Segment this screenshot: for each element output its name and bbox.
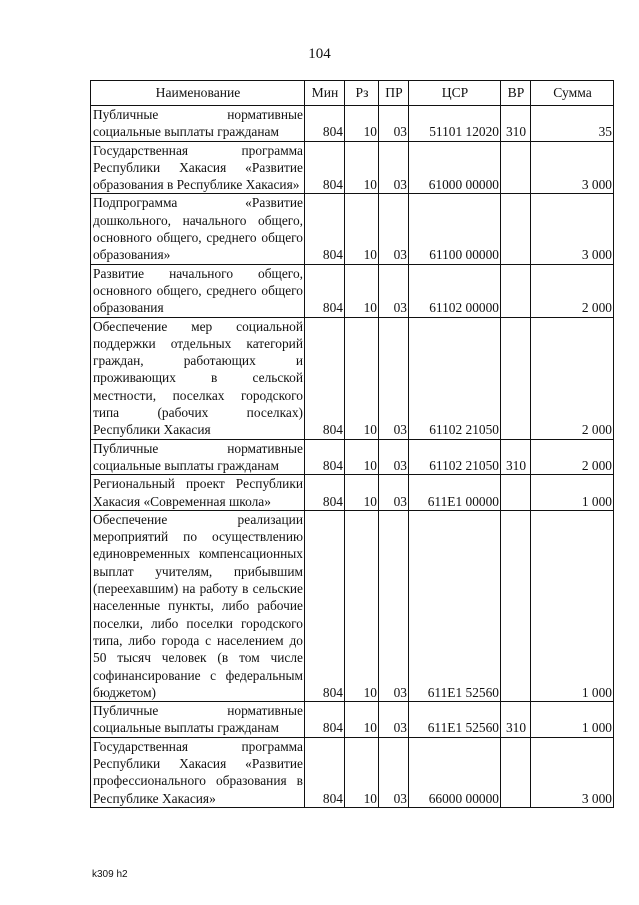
- row-rz: 10: [345, 317, 379, 439]
- row-min: 804: [305, 141, 345, 194]
- document-code: k309 h2: [92, 869, 128, 880]
- row-min: 804: [305, 439, 345, 475]
- row-pr: 03: [379, 141, 409, 194]
- row-rz: 10: [345, 702, 379, 738]
- row-csr: 66000 00000: [409, 737, 501, 807]
- table-row: [91, 475, 614, 511]
- table-row: [91, 141, 614, 194]
- header-sum: Сумма: [531, 81, 614, 106]
- row-sum: 1 000: [531, 702, 614, 738]
- row-min: 804: [305, 194, 345, 264]
- table-row: [91, 106, 614, 142]
- page-number: 104: [308, 46, 331, 62]
- header-min: Мин: [305, 81, 345, 106]
- row-rz: 10: [345, 194, 379, 264]
- table-row: [91, 702, 614, 738]
- row-pr: 03: [379, 702, 409, 738]
- row-rz: 10: [345, 439, 379, 475]
- row-csr: 61000 00000: [409, 141, 501, 194]
- row-rz: 10: [345, 141, 379, 194]
- row-min: 804: [305, 702, 345, 738]
- row-sum: 3 000: [531, 737, 614, 807]
- row-min: 804: [305, 317, 345, 439]
- row-min: 804: [305, 510, 345, 701]
- row-vr: 310: [501, 106, 531, 142]
- row-rz: 10: [345, 106, 379, 142]
- table-row: [91, 317, 614, 439]
- row-name: Подпрограмма «Развитие дошкольного, начального общего, основного общего, среднего общего образования»: [91, 194, 305, 264]
- header-pr: ПР: [379, 81, 409, 106]
- table-row: [91, 510, 614, 701]
- row-name: Развитие начального общего, основного общего, среднего общего образования: [91, 264, 305, 317]
- row-vr: 310: [501, 702, 531, 738]
- row-min: 804: [305, 264, 345, 317]
- row-min: 804: [305, 737, 345, 807]
- row-pr: 03: [379, 317, 409, 439]
- row-name: Публичные нормативные социальные выплаты гражданам: [91, 106, 305, 142]
- header-vr: ВР: [501, 81, 531, 106]
- row-rz: 10: [345, 737, 379, 807]
- row-sum: 3 000: [531, 194, 614, 264]
- row-pr: 03: [379, 194, 409, 264]
- row-csr: 611E1 00000: [409, 475, 501, 511]
- row-name: Публичные нормативные социальные выплаты гражданам: [91, 439, 305, 475]
- row-sum: 2 000: [531, 439, 614, 475]
- row-csr: 61102 21050: [409, 439, 501, 475]
- table-row: [91, 439, 614, 475]
- row-vr: 310: [501, 439, 531, 475]
- row-name: Государственная программа Республики Хакасия «Развитие образования в Республике Хакасия»: [91, 141, 305, 194]
- row-pr: 03: [379, 264, 409, 317]
- row-min: 804: [305, 106, 345, 142]
- row-vr: [501, 510, 531, 701]
- row-name: Региональный проект Республики Хакасия «Современная школа»: [91, 475, 305, 511]
- row-sum: 2 000: [531, 264, 614, 317]
- row-min: 804: [305, 475, 345, 511]
- table-row: [91, 264, 614, 317]
- budget-table: [90, 80, 614, 808]
- row-pr: 03: [379, 106, 409, 142]
- table-row: [91, 737, 614, 807]
- header-csr: ЦСР: [409, 81, 501, 106]
- row-csr: 611E1 52560: [409, 702, 501, 738]
- row-csr: 61102 21050: [409, 317, 501, 439]
- row-sum: 35: [531, 106, 614, 142]
- row-rz: 10: [345, 510, 379, 701]
- row-name: Обеспечение мер социальной поддержки отдельных категорий граждан, работающих и проживающих в сельской местности, поселках городского типа (рабочих поселках) Республики Хакасия: [91, 317, 305, 439]
- row-sum: 1 000: [531, 475, 614, 511]
- row-csr: 61102 00000: [409, 264, 501, 317]
- row-sum: 1 000: [531, 510, 614, 701]
- row-vr: [501, 194, 531, 264]
- row-pr: 03: [379, 737, 409, 807]
- row-vr: [501, 317, 531, 439]
- row-name: Публичные нормативные социальные выплаты гражданам: [91, 702, 305, 738]
- table-header-row: [91, 81, 614, 106]
- row-sum: 3 000: [531, 141, 614, 194]
- row-csr: 51101 12020: [409, 106, 501, 142]
- row-pr: 03: [379, 510, 409, 701]
- row-csr: 611E1 52560: [409, 510, 501, 701]
- row-name: Обеспечение реализации мероприятий по осуществлению единовременных компенсационных выплат учителям, прибывшим (переехавшим) на работу в сельские населенные пункты, либо рабочие поселки, либо поселки городского типа, либо города с населением до 50 тысяч человек (в том числе софинансирование с федеральным бюджетом): [91, 510, 305, 701]
- row-pr: 03: [379, 439, 409, 475]
- row-rz: 10: [345, 264, 379, 317]
- header-rz: Рз: [345, 81, 379, 106]
- row-name: Государственная программа Республики Хакасия «Развитие профессионального образования в Республике Хакасия»: [91, 737, 305, 807]
- row-vr: [501, 141, 531, 194]
- row-vr: [501, 475, 531, 511]
- row-rz: 10: [345, 475, 379, 511]
- row-csr: 61100 00000: [409, 194, 501, 264]
- row-sum: 2 000: [531, 317, 614, 439]
- row-vr: [501, 737, 531, 807]
- header-name: Наименование: [91, 81, 305, 106]
- row-vr: [501, 264, 531, 317]
- table-row: [91, 194, 614, 264]
- row-pr: 03: [379, 475, 409, 511]
